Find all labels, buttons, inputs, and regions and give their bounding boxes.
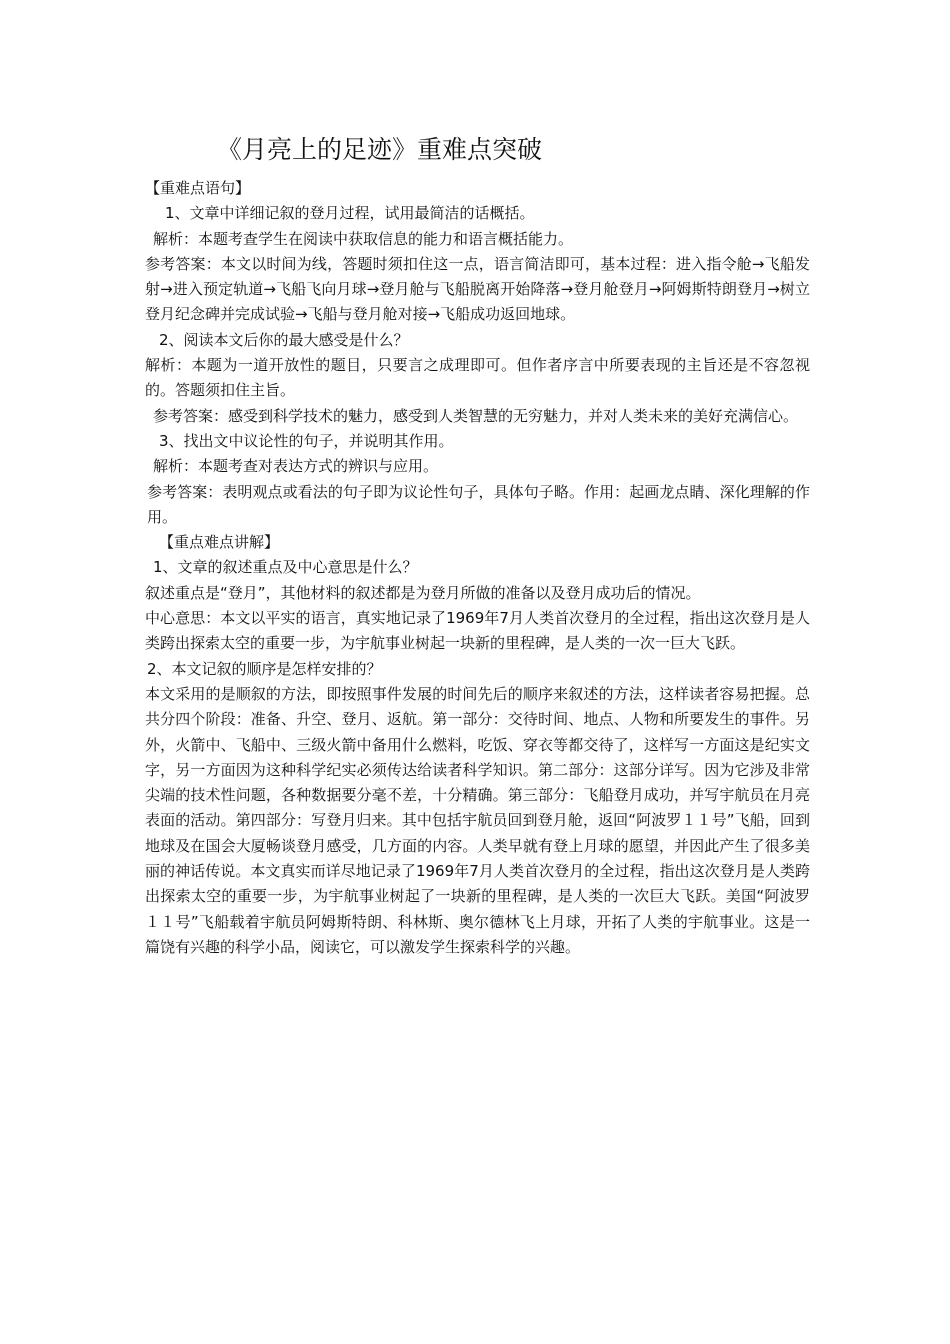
answer-3: 参考答案：表明观点或看法的句子即为议论性句子，具体句子略。作用：起画龙点睛、深化理解的作用。 — [147, 482, 810, 526]
section-heading-key-points: 【重点难点讲解】 — [159, 533, 280, 552]
analysis-1: 解析：本题考查学生在阅读中获取信息的能力和语言概括能力。 — [153, 229, 574, 248]
point-1-focus: 叙述重点是“登月”，其他材料的叙述都是为登月所做的准备以及登月成功后的情况。 — [145, 583, 701, 602]
question-2: 2、阅读本文后你的最大感受是什么？ — [159, 330, 409, 349]
document-body — [145, 176, 810, 960]
answer-1: 参考答案：本文以时间为线，答题时须扣住这一点，语言简洁即可，基本过程：进入指令舱→飞船发射→进入预定轨道→飞船飞向月球→登月舱与飞船脱离开始降落→登月舱登月→阿姆斯特朗登月→树立登月纪念碑并完成试验→飞船与登月舱对接→飞船成功返回地球。 — [145, 254, 810, 324]
question-3: 3、找出文中议论性的句子，并说明其作用。 — [159, 431, 454, 450]
point-2-explanation: 本文采用的是顺叙的方法，即按照事件发展的时间先后的顺序来叙述的方法，这样读者容易把握。总共分四个阶段：准备、升空、登月、返航。第一部分：交待时间、地点、人物和所要发生的事件。另外，火箭中、飞船中、三级火箭中备用什么燃料，吃饭、穿衣等都交待了，这样写一方面这是纪实文字，另一方面因为这种科学纪实必须传达给读者科学知识。第二部分：这部分详写。因为它涉及非常尖端的技术性问题，各种数据要分毫不差，十分精确。第三部分：飞船登月成功，并写宇航员在月亮表面的活动。第四部分：写登月归来。其中包括宇航员回到登月舱，返回“阿波罗１１号”飞船，回到地球及在国会大厦畅谈登月感受，几方面的内容。人类早就有登上月球的愿望，并因此产生了很多美丽的神话传说。本文真实而详尽地记录了1969年7月人类首次登月的全过程，指出这次登月是人类跨出探索太空的重要一步，为宇航事业树起了一块新的里程碑，是人类的一次巨大飞跃。美国“阿波罗１１号”飞船载着宇航员阿姆斯特朗、科林斯、奥尔德林飞上月球，开拓了人类的宇航事业。这是一篇饶有兴趣的科学小品，阅读它，可以激发学生探索科学的兴趣。 — [145, 684, 810, 956]
analysis-2: 解析：本题为一道开放性的题目，只要言之成理即可。但作者序言中所要表现的主旨还是不容忽视的。答题须扣住主旨。 — [145, 356, 810, 400]
point-2-question: 2、本文记叙的顺序是怎样安排的？ — [147, 659, 382, 678]
document-title: 《月亮上的足迹》重难点突破 — [217, 135, 543, 164]
question-1: 1、文章中详细记叙的登月过程，试用最简洁的话概括。 — [165, 204, 535, 223]
answer-2: 参考答案：感受到科学技术的魅力，感受到人类智慧的无穷魅力，并对人类未来的美好充满信心。 — [153, 406, 799, 425]
point-1-central-idea: 中心意思：本文以平实的语言，真实地记录了1969年7月人类首次登月的全过程，指出这次登月是人类跨出探索太空的重要一步，为宇航事业树起一块新的里程碑，是人类的一次一巨大飞跃。 — [145, 609, 810, 653]
point-1-question: 1、文章的叙述重点及中心意思是什么？ — [153, 558, 418, 577]
section-heading-key-sentences: 【重难点语句】 — [145, 179, 251, 197]
analysis-3: 解析：本题考查对表达方式的辨识与应用。 — [153, 457, 439, 476]
